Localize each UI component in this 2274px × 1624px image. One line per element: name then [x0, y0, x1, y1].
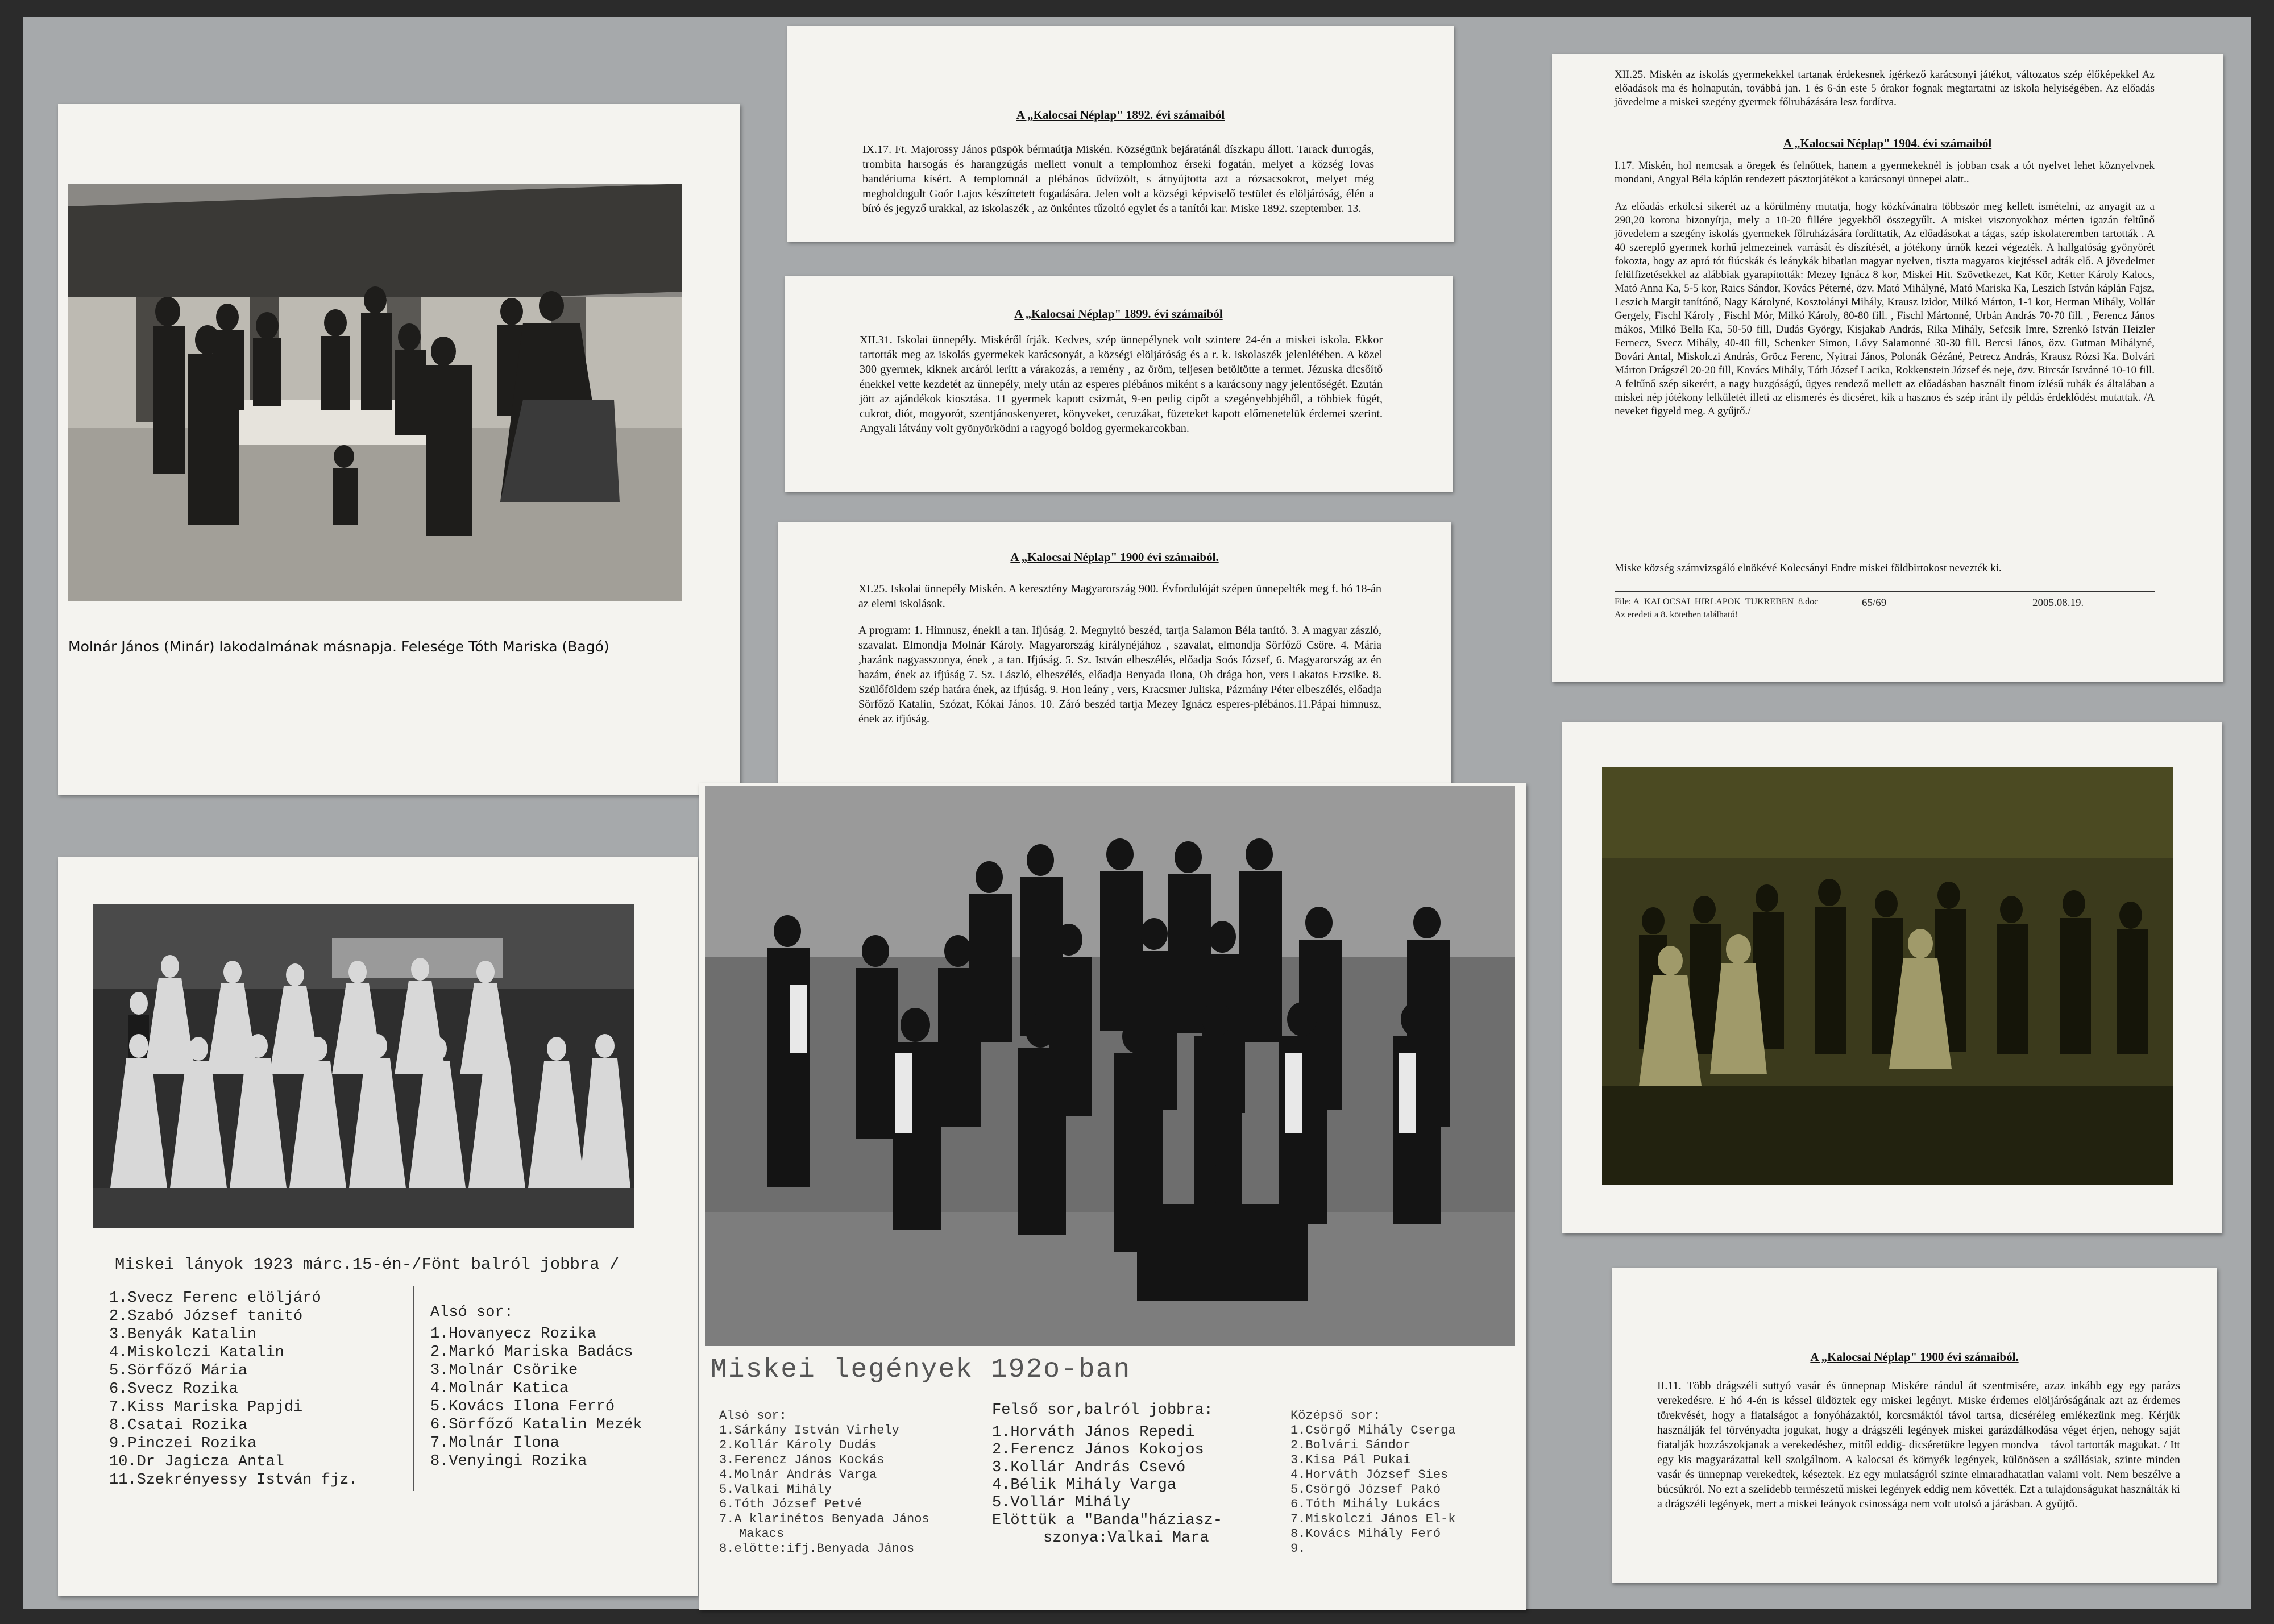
article-card-1904 — [1552, 54, 2223, 682]
list-item: 6.Tóth József Petvé — [719, 1497, 862, 1511]
article-paragraph: IX.17. Ft. Majorossy János püspök bérmaútja Miskén. Községünk bejáratánál díszkapu állott. Tarack durrogás, trombita harsogás és harangzúgás mellett vonult a templomhoz érseki fogatán, melyet a község lovas bandériuma kísért. A templomnál a plébános üdvözölt, s átnyújtotta azt a rózsacsokrot, melyet még megboldogult Goór Lajos készíttetett fogadására. Jelen volt a községi képviselő testület és elöljáróság, élén a bíró és jegyző urakkal, az iskolaszék , az önkéntes tűzoltó egylet és a tanítói kar. Miske 1892. szeptember. 13. — [862, 143, 1374, 215]
article-card-1892 — [787, 26, 1454, 242]
list-heading: Középső sor: — [1290, 1409, 1381, 1423]
list-item: 9. — [1290, 1542, 1306, 1556]
wedding-photo-caption: Molnár János (Minár) lakodalmának másnapja. Felesége Tóth Mariska (Bagó) — [68, 638, 609, 655]
article-card-1899 — [785, 276, 1453, 492]
list-item: 5.Valkai Mihály — [719, 1482, 832, 1497]
lads-lower-list — [719, 1409, 929, 1556]
list-item: 6.Svecz Rozika — [109, 1381, 238, 1398]
girls-photo[interactable] — [93, 904, 634, 1228]
wedding-photo[interactable] — [68, 184, 682, 601]
lads-photo-card — [699, 783, 1526, 1610]
list-item: 7.Miskolczi János El-k — [1290, 1512, 1456, 1526]
list-item: 3.Benyák Katalin — [109, 1326, 257, 1343]
list-item: 1.Csörgő Mihály Cserga — [1290, 1423, 1456, 1438]
article-heading: A „Kalocsai Néplap" 1900 évi számaiból. — [1010, 550, 1219, 564]
list-item: 6.Sörfőző Katalin Mezék — [430, 1417, 642, 1434]
footer-rule — [1615, 591, 2155, 592]
footer-date: 2005.08.19. — [2032, 597, 2084, 609]
article-card-1900-drawing — [1612, 1268, 2217, 1583]
list-item: 3.Kollár András Csevó — [992, 1459, 1186, 1476]
article-paragraph: A program: 1. Himnusz, énekli a tan. Ifjúság. 2. Megnyitó beszéd, tartja Salamon Béla tanító. 3. A magyar zászló, szavalat. Elmondja Molnár Károly. Magyarország királynéjához , szavalat, elmondja Sörfőző Csöre. 4. Mária ,hazánk nagyasszonya, ének , a tan. Ifjúság. 5. Sz. István elbeszélés, előadja Soós József, 6. Magyarország az én hazám, ének az ifjúság 7. Sz. László, elbeszélés, előadja Benyada Ilona, Oh drága hon, vers Lakatos Erzsike. 8. Szülőföldem szép határa ének, az ifjúság. 9. Hon leány , vers, Kracsmer Juliska, Pázmány Péter elbeszélés, előadja Sörfőző Katalin, Szózat, Kókai János. 10. Záró beszéd tartja Mezey Ignácz esperes-plébános.11.Pápai himnusz, ének az ifjúság. — [858, 624, 1381, 725]
list-item: 9.Pinczei Rozika — [109, 1435, 257, 1452]
footer-file: File: A_KALOCSAI_HIRLAPOK_TUKREBEN_8.doc — [1615, 597, 1819, 607]
article-card-1900-program — [778, 522, 1451, 792]
article-heading: A „Kalocsai Néplap" 1892. évi számaiból — [1016, 108, 1225, 122]
list-item: Makacs — [739, 1527, 785, 1541]
list-item: 1.Horváth János Repedi — [992, 1424, 1195, 1441]
exhibition-board — [23, 17, 2251, 1609]
list-item: 2.Bolvári Sándor — [1290, 1438, 1411, 1452]
list-item: 11.Szekrényessy István fjz. — [109, 1472, 358, 1489]
list-item: 7.A klarinétos Benyada János — [719, 1512, 929, 1526]
article-paragraph: Miske község számvizsgáló elnökévé Kolecsányi Endre miskei földbirtokost nevezték ki. — [1615, 562, 2002, 574]
list-heading: Alsó sor: — [719, 1409, 787, 1423]
list-item: 1.Sárkány István Virhely — [719, 1423, 899, 1438]
list-item: 3.Molnár Csörike — [430, 1362, 578, 1379]
lads-photo-drawing — [705, 786, 1515, 1346]
list-item: 6.Tóth Mihály Lukács — [1290, 1497, 1441, 1511]
footer-note: Az eredeti a 8. kötetben található! — [1615, 610, 1738, 620]
article-heading: A „Kalocsai Néplap" 1904. évi számaiból — [1783, 136, 1992, 150]
article-paragraph: XII.31. Iskolai ünnepély. Miskéről írják. Kedves, szép ünnepélynek volt szintere 24-én a miskei iskola. Ekkor tartották meg az iskolás gyermekek karácsonyát, a községi elöljáróság és a r. k. iskolaszék jelenlétében. A közel 300 gyermek, kiknek arcáról lerítt a várakozás, a remény , az öröm, teljesen betöltötte a termet. Jézuska dicsőítő énekkel vette kezdetét az ünnepély, mely után az esperes plébános miként s a karácsony nagy jelentőségét. Ezután jött az ajándékok kiosztása. 11 gyermek kapott csizmát, 9-en pedig cipőt a szegényebbjéből, a többiek fügét, cukrot, diót, mogyorót, szentjánoskenyeret, könyveket, ceruzákat, füzeteket kapott előmenetelük érdemei szerint. Angyali látvány volt gyönyörködni a ragyogó boldog gyermekarcokban. — [860, 334, 1383, 435]
list-item: 7.Kiss Mariska Papjdi — [109, 1399, 303, 1416]
list-item: Elöttük a "Banda"háziasz- — [992, 1512, 1223, 1529]
article-intro: XII.25. Miskén az iskolás gyermekekkel tartanak érdekesnek ígérkező karácsonyi játékot, változatos szép élőképekkel Az előadások ma és holnapután, továbbá jan. 1 és 6-án este 5 órakor fognak megtartatni az iskola helyiségében. Az előadás jövedelme a miskei szegény gyermek főlruházására lesz fordítva. — [1615, 69, 2155, 108]
wedding-photo-drawing — [68, 184, 682, 601]
list-item: 1.Svecz Ferenc elöljáró — [109, 1290, 321, 1307]
lads-photo[interactable] — [705, 786, 1515, 1346]
girls-photo-title: Miskei lányok 1923 márc.15-én-/Fönt balról jobbra / — [115, 1255, 620, 1274]
list-item: 3.Kisa Pál Pukai — [1290, 1453, 1411, 1467]
column-divider — [413, 1286, 414, 1491]
list-item: 5.Kovács Ilona Ferró — [430, 1398, 615, 1415]
list-item: 8.Kovács Mihály Feró — [1290, 1527, 1441, 1541]
article-heading: A „Kalocsai Néplap" 1899. évi számaiból — [1014, 307, 1223, 321]
list-item: 4.Molnár András Varga — [719, 1468, 877, 1482]
lads-middle-list — [1290, 1409, 1455, 1556]
list-item: 7.Molnár Ilona — [430, 1435, 559, 1452]
lads-upper-list — [992, 1402, 1222, 1547]
list-item: 5.Vollár Mihály — [992, 1494, 1131, 1511]
footer-page: 65/69 — [1862, 597, 1887, 609]
theater-photo-card — [1562, 722, 2222, 1233]
girls-photo-drawing — [93, 904, 634, 1228]
list-item: 8.Csatai Rozika — [109, 1417, 248, 1434]
theater-photo[interactable] — [1602, 767, 2173, 1185]
list-item: 3.Ferencz János Kockás — [719, 1453, 885, 1467]
list-item: 2.Ferencz János Kokojos — [992, 1442, 1204, 1459]
lads-photo-title: Miskei legények 192o-ban — [711, 1355, 1131, 1385]
list-item: 2.Markó Mariska Badács — [430, 1344, 633, 1361]
article-paragraph: I.17. Miskén, hol nemcsak a öregek és felnőttek, hanem a gyermekeknél is jobban csak a tót nyelvet lehet köznyelvnek mondani, Angyal Béla káplán rendezett pásztorjátékot a karácsonyi ünnepei alatt.. — [1615, 160, 2155, 185]
list-item: 8.elötte:ifj.Benyada János — [719, 1542, 915, 1556]
list-item: 2.Kollár Károly Dudás — [719, 1438, 877, 1452]
list-item: 5.Csörgő József Pakó — [1290, 1482, 1441, 1497]
list-item: szonya:Valkai Mara — [1043, 1530, 1209, 1547]
wedding-photo-card — [58, 104, 740, 795]
list-item: 8.Venyingi Rozika — [430, 1453, 587, 1470]
article-paragraph: II.11. Több drágszéli suttyó vasár és ünnepnap Miskére rándul át szentmisére, azaz inkább egy egy parázs verekedésre. E hó 4-én is késsel üldöztek egy miskei legényt. Miske érdemes elöljáróságának azt az érdemes törekvését, hogy a fiatalságot a fonyóházaktól, korcsmáktól távol tartsa, dicséréleg emlékezünk meg. Kérjük használják fel törvényadta jogukat, hogy a drágszéli legények miskei garázdálkodása véget érjen, nehogy saját fiatalják hozzászokjanak a verekedéshez, mitől eddig- dicséretükre legyen mondva – távol tartották magukat. / Itt egy kis magyarázattal kell szolgálnom. A kalocsai és környék legények, különösen a szállásiak, szinte minden vasár és ünnepnap verekedtek, késeztek. Ez egy mulatságról szinte elmaradhatatlan valami volt. Nem beszélve a búcsúkról. No ezt a szelídebb természetű miskei legények eddig nem követték. Ezt a tulajdonságukat használták ki a drágszéli legények, mert a miskei leányok csinossága nem volt utolsó a járásban. A gyűjtő. — [1657, 1380, 2180, 1510]
girls-upper-list — [109, 1289, 358, 1489]
theater-photo-drawing — [1602, 767, 2173, 1185]
list-item: 10.Dr Jagicza Antal — [109, 1453, 284, 1471]
list-item: 1.Hovanyecz Rozika — [430, 1326, 596, 1343]
list-item: 4.Molnár Katica — [430, 1380, 569, 1397]
list-item: 4.Bélik Mihály Varga — [992, 1477, 1177, 1494]
list-item: 4.Miskolczi Katalin — [109, 1344, 284, 1361]
list-item: 5.Sörfőző Mária — [109, 1363, 248, 1380]
list-heading: Alsó sor: — [430, 1304, 513, 1321]
list-heading: Felső sor,balról jobbra: — [992, 1402, 1213, 1419]
article-paragraph: Az előadás erkölcsi sikerét az a körülmény mutatja, hogy közkívánatra többször meg kellett ismételni, az anyagit az a 290,20 korona bizonyítja, mely a 10-20 fillére jegyekből összegyűlt. A miskei viszonyokhoz mérten igazán feltűnő jövedelem a szegény iskolás gyermekek főlruházására fordíttatik, Az előadásokat a tágas, szép iskolateremben tartották . A 40 szereplő gyermek korhű jelmezeinek varrását és díszítését, a jótékony úrnők kezei végezték. A hallgatóság gyönyörét fokozta, hogy az apró tót fiúcskák és leánykák bibatlan magyar nyelven, tiszta magyaros kiejtéssel adták elő. A jövedelmet felülfizetésekkel az alábbiak gyarapították: Mezey Ignácz 8 kor, Miskei Hit. Szövetkezet, Kat Kör, Ketter Károly Kalocs, Mató Anna Ka, 5-5 kor, Raics Sándor, Kovács Péterné, özv. Mató Mihályné, Mató Mariska Ka, Leszich István káplán Fajsz, Leszich Margit tanítónő, Nagy Károlyné, Kosztolányi Mihály, Krausz Izidor, Milkó Márton, 1-1 kor, Herman Mihály, Vollár Gergely, Fischl Károly , Fischl Mór, Milkó Károly, 80-80 fill. , Fischl Mártonné, Urbán András 70-70 fill. , Ferencz János mákos, Milkó Bella Ka, 50-50 fill, Dudás György, Kisjakab András, Rika Mihály, Sefcsik Imre, Szrenkó István Heizler Fernecz, Svecz Mihály, 40-40 fill, Schenker Simon, Lővy Salamonné 30-30 fill. Bercsi János, özv. Gutman Mihályné, Bovári Antal, Miskolczi András, Gröcz Ferenc, Nyitrai János, Polonák Gézáné, Petrecz András, Krausz Rózsi Ka. Bolvári Márton Drágszél 20-20 fill, Kovács Mihály, Tóth József Lacika, Rokkenstein József és neje, özv. Bircsár Istvánné 10-10 fill. A feltűnő szép sikerért, a nagy buzgóságú, ügyes rendező mellett az előadásban használt finom ízlésű ruhák és általában a miskei nép jótékony lelkületét illeti az elismerés és dicséret, kik a hasznos és szép iránt ily példás érdeklődést mutattak. /A neveket figyeld meg. A gyűjtő./ — [1615, 201, 2155, 417]
list-item: 4.Horváth József Sies — [1290, 1468, 1449, 1482]
article-paragraph: XI.25. Iskolai ünnepély Miskén. A keresztény Magyarország 900. Évfordulóját szépen ünnepelték meg f. hó 18-án az elemi iskolások. — [858, 583, 1381, 610]
girls-lower-list — [430, 1303, 642, 1471]
article-heading: A „Kalocsai Néplap" 1900 évi számaiból. — [1810, 1350, 2019, 1364]
girls-photo-card — [58, 857, 698, 1596]
list-item: 2.Szabó József tanitó — [109, 1308, 303, 1325]
